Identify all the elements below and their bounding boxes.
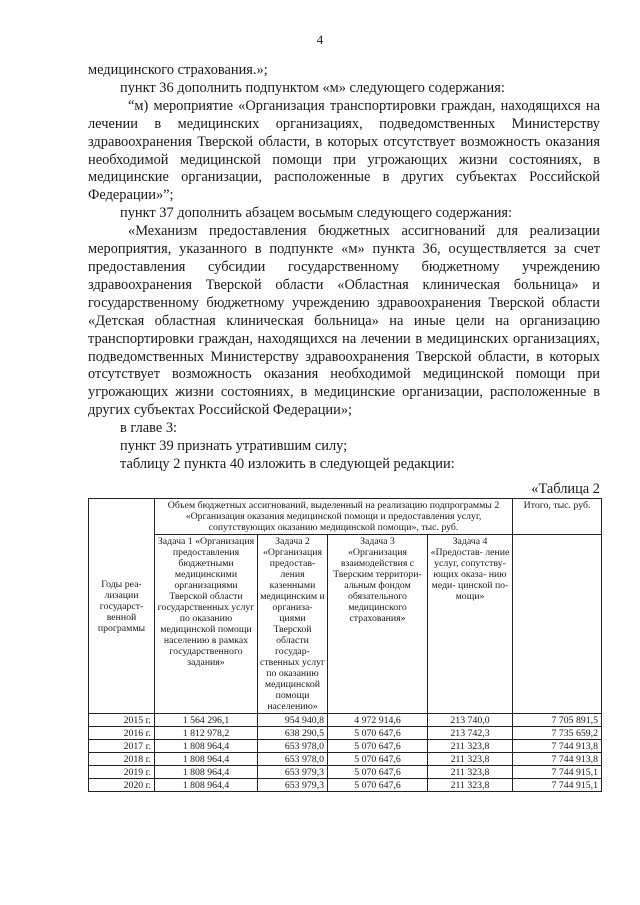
paragraph: пункт 36 дополнить подпунктом «м» следующего содержания: [120,79,505,96]
cell-task-2: 653 979,3 [258,779,328,792]
table-row [89,753,602,766]
header-task-4: Задача 4 «Предостав- ление услуг, сопутству- ющих оказа- нию меди- цинской по- мощи» [428,535,513,714]
cell-task-2: 653 978,0 [258,753,328,766]
paragraph: “м) мероприятие «Организация транспортировки граждан, находящихся на лечении в медицинских организациях, подведомственных Министерству здравоохранения Тверской области, в которых отсутствует возможность оказания необходимой медицинской помощи при угрожающих жизни состояниях, в медицинские организации, расположенные в других субъектах Российской Федерации»”; [88,97,600,204]
paragraph: «Механизм предоставления бюджетных ассигнований для реализации мероприятия, указанного в подпункте «м» пункта 36, осуществляется за счет предоставления субсидии государственному бюджетному учреждению здравоохранения Тверской области «Областная клиническая больница» и государственному бюджетному учреждению здравоохранения Тверской области «Детская областная клиническая больница» на иные цели на организацию транспортировки граждан, находящихся на лечении в медицинских организациях, подведомственных Министерству здравоохранения Тверской области, в которых отсутствует возможность оказания необходимой медицинской помощи при угрожающих жизни состояниях, в медицинские организации, расположенные в других субъектах Российской Федерации»; [88,223,600,419]
cell-task-3: 4 972 914,6 [328,714,428,727]
cell-total: 7 744 915,1 [513,779,602,792]
cell-year: 2017 г. [89,740,155,753]
header-total: Итого, тыс. руб. [513,499,602,535]
cell-total: 7 735 659,2 [513,727,602,740]
cell-total: 7 744 913,8 [513,753,602,766]
cell-task-1: 1 808 964,4 [155,740,258,753]
cell-task-4: 211 323,8 [428,766,513,779]
cell-task-1: 1 808 964,4 [155,766,258,779]
table-row [89,766,602,779]
cell-year: 2019 г. [89,766,155,779]
table-row [89,714,602,727]
cell-task-4: 211 323,8 [428,779,513,792]
cell-task-1: 1 808 964,4 [155,779,258,792]
cell-task-1: 1 812 978,2 [155,727,258,740]
cell-task-2: 653 979,3 [258,766,328,779]
cell-task-4: 211 323,8 [428,740,513,753]
cell-task-4: 213 742,3 [428,727,513,740]
budget-table [88,498,602,792]
cell-task-4: 211 323,8 [428,753,513,766]
header-task-1: Задача 1 «Организация предоставления бюджетными медицинскими организациями Тверской области государственных услуг по оказанию медицинской помощи населению в рамках государственного задания» [155,535,258,714]
cell-year: 2020 г. [89,779,155,792]
cell-total: 7 744 913,8 [513,740,602,753]
cell-task-3: 5 070 647,6 [328,779,428,792]
cell-year: 2015 г. [89,714,155,727]
document-body [88,62,600,474]
cell-total: 7 705 891,5 [513,714,602,727]
table-row [89,740,602,753]
paragraph: в главе 3: [120,420,178,437]
cell-year: 2018 г. [89,753,155,766]
paragraph: пункт 39 признать утратившим силу; [120,438,348,455]
paragraph: медицинского страхования.»; [88,62,268,78]
header-years: Годы реа- лизации государст- венной программы [89,499,155,714]
cell-task-3: 5 070 647,6 [328,753,428,766]
cell-task-3: 5 070 647,6 [328,727,428,740]
cell-year: 2016 г. [89,727,155,740]
table-row [89,779,602,792]
paragraph: таблицу 2 пункта 40 изложить в следующей редакции: [120,455,455,472]
header-budget-group: Объем бюджетных ассигнований, выделенный на реализацию подпрограммы 2 «Организация оказания медицинской помощи и предоставления услуг, сопутствующих оказанию медицинской помощи», тыс. руб. [155,499,513,535]
header-task-3: Задача 3 «Организация взаимодействия с Тверским территори- альным фондом обязательного медицинского страхования» [328,535,428,714]
cell-task-3: 5 070 647,6 [328,766,428,779]
cell-task-2: 653 978,0 [258,740,328,753]
cell-task-2: 638 290,5 [258,727,328,740]
header-task-2: Задача 2 «Организация предостав- ления казенными медицинским и организа- циями Тверской области государ- ственных услуг по оказанию медицинской помощи населению» [258,535,328,714]
paragraph: пункт 37 дополнить абзацем восьмым следующего содержания: [120,205,513,222]
cell-total: 7 744 915,1 [513,766,602,779]
cell-task-4: 213 740,0 [428,714,513,727]
cell-task-1: 1 564 296,1 [155,714,258,727]
header-total-empty [513,535,602,714]
page-number: 4 [316,32,324,47]
cell-task-3: 5 070 647,6 [328,740,428,753]
cell-task-2: 954 940,8 [258,714,328,727]
cell-task-1: 1 808 964,4 [155,753,258,766]
table-row [89,727,602,740]
table-caption: «Таблица 2 [531,481,600,497]
